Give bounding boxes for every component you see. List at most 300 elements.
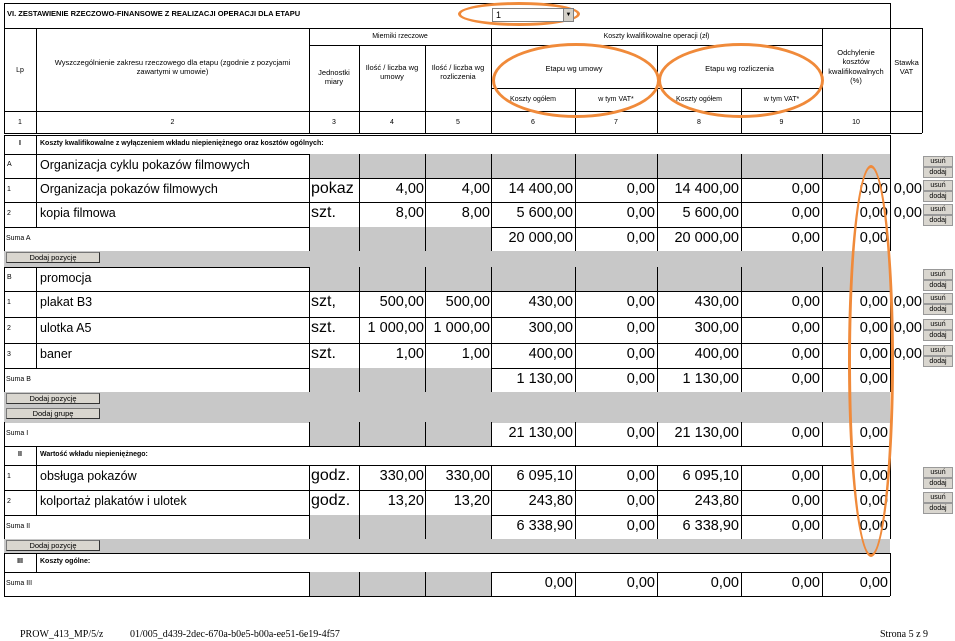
grid-line [575,154,576,178]
sum-label: Suma A [6,235,31,242]
row-lp: 2 [7,325,11,332]
grid-line [36,178,37,202]
grid-line [309,343,310,368]
row-koszty-rozliczenia: 400,00 [694,346,739,362]
row-unit: szt. [311,319,336,336]
row-quantity-umowy: 1 000,00 [367,320,424,336]
grid-line [491,178,492,202]
grid-line [890,267,891,291]
sum-label: Suma B [6,376,31,383]
header-etap-rozliczenia: Etapu wg rozliczenia [705,64,774,73]
grid-line [36,553,37,572]
grid-line [425,45,426,111]
row-odchylenie: 0,00 [859,294,888,310]
grid-line [890,227,891,251]
grid-line [657,515,658,539]
grid-line [309,28,310,133]
gray-cell [309,267,890,291]
grid-line [890,368,891,392]
grid-line [309,202,310,227]
grid-line [309,515,310,539]
grid-line [890,3,891,28]
grid-line [309,45,822,46]
grid-line [657,343,658,368]
grid-line [4,446,890,447]
row-lp: 2 [7,498,11,505]
row-quantity-rozliczenia: 1,00 [461,346,490,362]
grid-line [359,422,360,446]
grid-line [657,227,658,251]
grid-line [491,317,492,343]
sum-koszty-rozliczenia: 0,00 [710,575,739,591]
gray-cell [309,572,491,596]
row-stawka-vat: 0,00 [893,205,922,221]
annotation-oval [492,43,660,118]
column-number-2: 2 [170,119,175,126]
delete-row-button[interactable]: usuń [923,345,953,356]
row-name: ulotka A5 [40,321,92,335]
grid-line [4,178,5,202]
row-unit: godz. [311,492,351,509]
row-unit: szt, [311,293,336,310]
grid-line [4,446,5,465]
gray-cell [4,251,890,267]
grid-line [359,227,360,251]
row-vat-rozliczenia: 0,00 [791,294,820,310]
grid-line [4,227,5,251]
grid-line [822,154,823,178]
row-quantity-rozliczenia: 1 000,00 [433,320,490,336]
row-quantity-umowy: 13,20 [387,493,424,509]
grid-line [359,515,360,539]
header-vat-rozliczenia: w tym VAT* [763,96,800,103]
header-koszty-kwalifikowalne: Koszty kwalifikowalne operacji (zł) [603,33,710,40]
row-quantity-rozliczenia: 4,00 [461,181,490,197]
grid-line [657,572,658,596]
gray-cell [309,368,491,392]
group-name: promocja [40,271,92,285]
row-vat-umowy: 0,00 [626,205,655,221]
row-vat-rozliczenia: 0,00 [791,346,820,362]
row-vat-umowy: 0,00 [626,320,655,336]
gray-cell [309,422,491,446]
row-quantity-rozliczenia: 13,20 [453,493,490,509]
grid-line [4,291,890,292]
row-quantity-umowy: 8,00 [395,205,424,221]
grid-line [359,368,360,392]
grid-line [890,490,891,515]
row-vat-umowy: 0,00 [626,181,655,197]
row-vat-rozliczenia: 0,00 [791,320,820,336]
column-number-10: 10 [852,119,860,126]
grid-line [4,202,890,203]
grid-line [491,88,822,89]
grid-line [922,28,923,133]
grid-line [4,490,890,491]
grid-line [425,267,426,291]
grid-line [4,490,5,515]
sum-vat-umowy: 0,00 [626,518,655,534]
row-vat-umowy: 0,00 [626,468,655,484]
page-number: Strona 5 z 9 [880,629,929,640]
row-vat-rozliczenia: 0,00 [791,205,820,221]
grid-line [4,135,5,154]
grid-line [425,368,426,392]
section-number: III [17,558,23,565]
grid-line [657,267,658,291]
grid-line [657,154,658,178]
gray-cell [309,154,890,178]
grid-line [822,267,823,291]
row-koszty-rozliczenia: 243,80 [694,493,739,509]
grid-line [890,465,891,490]
grid-line [309,154,310,178]
add-row-button[interactable]: dodaj [923,503,953,514]
grid-line [4,317,890,318]
column-number-6: 6 [531,119,535,126]
grid-line [4,596,890,597]
header-jednostki: Jednostki miary [318,68,350,87]
add-position-button[interactable]: Dodaj pozycję [6,540,100,551]
grid-line [575,267,576,291]
grid-line [491,515,492,539]
grid-line [890,154,891,178]
row-koszty-umowy: 14 400,00 [508,181,573,197]
sum-label: Suma III [6,580,33,587]
row-lp: 1 [7,299,11,306]
grid-line [491,154,492,178]
row-stawka-vat: 0,00 [893,294,922,310]
grid-line [4,267,5,291]
grid-line [657,178,658,202]
row-name: baner [40,347,72,361]
grid-line [657,422,658,446]
grid-line [309,368,310,392]
row-odchylenie: 0,00 [859,346,888,362]
grid-line [890,28,891,133]
stage-select[interactable] [492,8,574,22]
grid-line [657,465,658,490]
row-koszty-rozliczenia: 14 400,00 [674,181,739,197]
grid-line [4,465,5,490]
sum-koszty-umowy: 21 130,00 [508,425,573,441]
grid-line [491,465,492,490]
grid-line [4,178,890,179]
delete-row-button[interactable]: usuń [923,467,953,478]
header-lp: Lp [16,67,24,74]
grid-line [36,135,37,154]
grid-line [4,465,890,466]
header-etap-umowy: Etapu wg umowy [545,64,603,73]
section-number: I [19,140,21,147]
grid-line [36,291,37,317]
gray-cell [309,515,491,539]
row-vat-umowy: 0,00 [626,294,655,310]
add-position-button[interactable]: Dodaj pozycję [6,252,100,263]
grid-line [309,227,310,251]
add-row-button[interactable]: dodaj [923,191,953,202]
grid-line [36,343,37,368]
sum-vat-rozliczenia: 0,00 [791,575,820,591]
add-row-button[interactable]: dodaj [923,215,953,226]
grid-line [359,45,360,111]
row-quantity-umowy: 1,00 [395,346,424,362]
row-vat-rozliczenia: 0,00 [791,181,820,197]
column-number-3: 3 [332,119,336,126]
grid-line [4,515,5,539]
row-lp: 2 [7,210,11,217]
row-quantity-rozliczenia: 330,00 [445,468,490,484]
row-stawka-vat: 0,00 [893,320,922,336]
row-quantity-umowy: 330,00 [379,468,424,484]
delete-row-button[interactable]: usuń [923,180,953,191]
row-koszty-rozliczenia: 6 095,10 [682,468,739,484]
sum-koszty-umowy: 20 000,00 [508,230,573,246]
sum-vat-umowy: 0,00 [626,230,655,246]
sum-odchylenie: 0,00 [859,575,888,591]
grid-line [491,202,492,227]
grid-line [4,291,5,317]
group-name: Organizacja cyklu pokazów filmowych [40,158,250,172]
sum-koszty-rozliczenia: 21 130,00 [674,425,739,441]
row-odchylenie: 0,00 [859,205,888,221]
grid-line [491,368,492,392]
column-number-5: 5 [456,119,460,126]
header-ilosc-rozliczenia: Ilość / liczba wg rozliczenia [431,63,485,82]
grid-line [36,154,37,178]
add-row-button[interactable]: dodaj [923,280,953,291]
row-vat-umowy: 0,00 [626,346,655,362]
column-number-4: 4 [390,119,394,126]
grid-line [4,343,890,344]
header-vat-umowy: w tym VAT* [598,96,634,103]
delete-row-button[interactable]: usuń [923,492,953,503]
row-lp: 3 [7,351,11,358]
group-letter: A [7,161,12,168]
grid-line [36,465,37,490]
row-quantity-umowy: 500,00 [379,294,424,310]
row-name: obsługa pokazów [40,469,137,483]
grid-line [890,422,891,446]
grid-line [657,291,658,317]
grid-line [491,291,492,317]
group-letter: B [7,274,12,281]
section-label: Koszty kwalifikowalne z wyłączeniem wkładu niepieniężnego oraz kosztów ogólnych: [40,140,324,147]
add-row-button[interactable]: dodaj [923,167,953,178]
grid-line [4,572,5,596]
sum-vat-rozliczenia: 0,00 [791,230,820,246]
sum-vat-rozliczenia: 0,00 [791,518,820,534]
sum-odchylenie: 0,00 [859,230,888,246]
gray-cell [4,407,890,422]
row-unit: pokaz [311,180,354,197]
grid-line [359,267,360,291]
header-koszty-ogolem-rozliczenia: Koszty ogółem [676,96,722,103]
grid-line [425,515,426,539]
row-vat-rozliczenia: 0,00 [791,493,820,509]
grid-line [36,446,37,465]
sum-odchylenie: 0,00 [859,518,888,534]
row-koszty-rozliczenia: 5 600,00 [682,205,739,221]
header-odchylenie: Odchylenie kosztów kwalifikowalnych (%) [828,48,884,86]
sum-koszty-rozliczenia: 6 338,90 [682,518,739,534]
header-description: Wyszczególnienie zakresu rzeczowego dla etapu (zgodnie z pozycjami zawartymi w umowie) [54,58,291,77]
section-number: II [18,451,22,458]
row-name: plakat B3 [40,295,93,309]
row-vat-umowy: 0,00 [626,493,655,509]
grid-line [890,135,891,154]
row-koszty-umowy: 400,00 [528,346,573,362]
grid-line [491,572,492,596]
delete-row-button[interactable]: usuń [923,319,953,330]
row-unit: szt. [311,204,336,221]
grid-line [425,154,426,178]
grid-line [36,267,37,291]
section-label: Koszty ogólne: [40,558,91,565]
grid-line [309,178,310,202]
grid-line [309,422,310,446]
row-koszty-umowy: 6 095,10 [516,468,573,484]
sum-vat-rozliczenia: 0,00 [791,425,820,441]
row-quantity-umowy: 4,00 [395,181,424,197]
grid-line [491,343,492,368]
grid-line [4,317,5,343]
grid-line [491,227,492,251]
grid-line [309,291,310,317]
sum-label: Suma I [6,430,29,437]
grid-line [309,490,310,515]
grid-line [4,154,5,178]
grid-line [4,111,922,112]
section-label: Wartość wkładu niepieniężnego: [40,451,148,458]
grid-line [36,202,37,227]
sum-koszty-umowy: 1 130,00 [516,371,573,387]
row-stawka-vat: 0,00 [893,181,922,197]
grid-line [657,317,658,343]
row-koszty-rozliczenia: 300,00 [694,320,739,336]
grid-line [491,422,492,446]
delete-group-button[interactable]: usuń [923,156,953,167]
row-koszty-rozliczenia: 430,00 [694,294,739,310]
grid-line [4,202,5,227]
grid-line [657,490,658,515]
add-row-button[interactable]: dodaj [923,330,953,341]
sum-koszty-rozliczenia: 1 130,00 [682,371,739,387]
row-name: kolportaż plakatów i ulotek [40,494,187,508]
column-number-1: 1 [18,119,22,126]
grid-line [309,267,310,291]
grid-line [657,202,658,227]
grid-line [309,317,310,343]
grid-line [890,446,891,465]
grid-line [491,267,492,291]
grid-line [425,422,426,446]
row-lp: 1 [7,473,11,480]
section-title: VI. ZESTAWIENIE RZECZOWO-FINANSOWE Z REALIZACJI OPERACJI DLA ETAPU [7,9,301,18]
header-koszty-ogolem-umowy: Koszty ogółem [510,96,556,103]
grid-line [491,28,492,133]
sum-odchylenie: 0,00 [859,425,888,441]
row-koszty-umowy: 5 600,00 [516,205,573,221]
add-group-button[interactable]: Dodaj grupę [6,408,100,419]
form-code: PROW_413_MP/5/z [20,629,104,640]
sum-label: Suma II [6,523,31,530]
grid-line [4,28,922,29]
gray-cell [309,227,491,251]
delete-group-button[interactable]: usuń [923,269,953,280]
grid-line [4,553,890,554]
grid-line [491,490,492,515]
row-unit: szt. [311,345,336,362]
sum-vat-umowy: 0,00 [626,575,655,591]
add-row-button[interactable]: dodaj [923,356,953,367]
sum-koszty-rozliczenia: 20 000,00 [674,230,739,246]
row-koszty-umowy: 300,00 [528,320,573,336]
row-name: kopia filmowa [40,206,116,220]
row-unit: godz. [311,467,351,484]
grid-line [890,515,891,539]
chevron-down-icon[interactable]: ▼ [563,9,573,21]
gray-cell [4,539,890,553]
row-odchylenie: 0,00 [859,468,888,484]
grid-line [890,572,891,596]
column-number-7: 7 [614,119,618,126]
row-quantity-rozliczenia: 8,00 [461,205,490,221]
sum-vat-umowy: 0,00 [626,425,655,441]
grid-line [4,135,890,136]
sum-vat-umowy: 0,00 [626,371,655,387]
grid-line [425,227,426,251]
add-position-button[interactable]: Dodaj pozycję [6,393,100,404]
grid-line [309,465,310,490]
sum-vat-rozliczenia: 0,00 [791,371,820,387]
row-vat-rozliczenia: 0,00 [791,468,820,484]
delete-row-button[interactable]: usuń [923,204,953,215]
row-odchylenie: 0,00 [859,320,888,336]
document-id: 01/005_d439-2dec-670a-b0e5-b00a-ee51-6e19-4f57 [130,629,340,640]
header-ilosc-umowy: Ilość / liczba wg umowy [365,63,419,82]
grid-line [4,553,5,572]
grid-line [4,368,5,392]
column-number-9: 9 [779,119,784,126]
sum-koszty-umowy: 6 338,90 [516,518,573,534]
add-row-button[interactable]: dodaj [923,304,953,315]
grid-line [741,267,742,291]
add-row-button[interactable]: dodaj [923,478,953,489]
row-koszty-umowy: 430,00 [528,294,573,310]
grid-line [36,490,37,515]
stage-select-value: 1 [496,10,502,20]
gray-cell [4,392,890,407]
header-stawka-vat: Stawka VAT [894,58,919,77]
grid-line [309,572,310,596]
row-name: Organizacja pokazów filmowych [40,182,218,196]
header-mierniki: Mierniki rzeczowe [372,33,428,40]
row-quantity-rozliczenia: 500,00 [445,294,490,310]
row-odchylenie: 0,00 [859,181,888,197]
grid-line [359,572,360,596]
grid-line [425,572,426,596]
grid-line [890,553,891,572]
grid-line [36,28,37,133]
delete-row-button[interactable]: usuń [923,293,953,304]
sum-odchylenie: 0,00 [859,371,888,387]
grid-line [36,317,37,343]
grid-line [359,154,360,178]
row-stawka-vat: 0,00 [893,346,922,362]
grid-line [657,368,658,392]
grid-line [4,133,922,134]
